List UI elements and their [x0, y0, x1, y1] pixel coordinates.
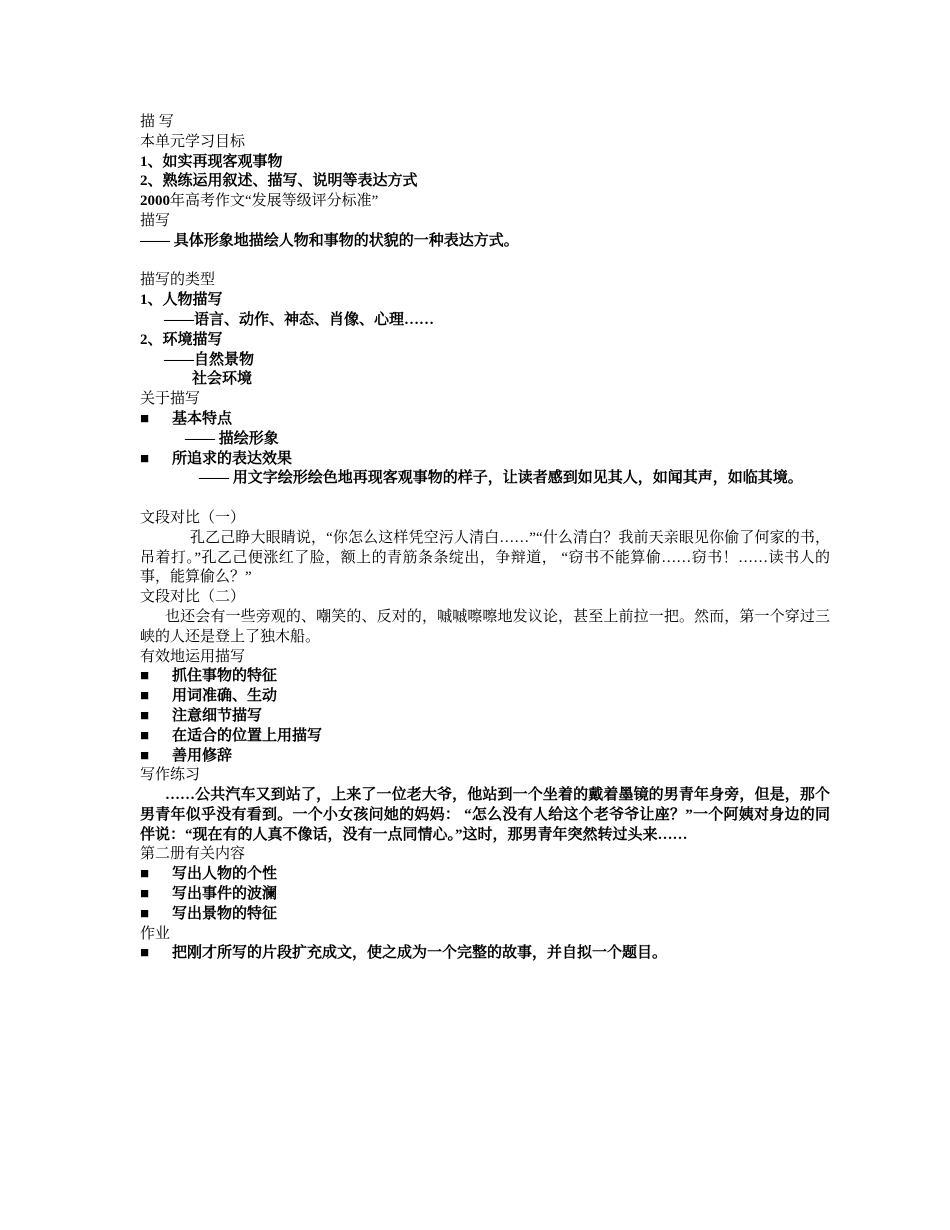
bullet-text: 抓住事物的特征 [172, 668, 278, 685]
bullet-text: 用词准确、生动 [172, 688, 278, 705]
goal-item: 1、如实再现客观事物 [140, 153, 283, 170]
about-bullet-item [140, 410, 830, 430]
bullet-text: 在适合的位置上用描写 [172, 727, 323, 744]
doc-title: 描 写 [140, 114, 174, 130]
standard-line [140, 192, 830, 212]
type-subitem: ——自然景物 [164, 351, 255, 368]
bullet-square-icon: ■ [140, 410, 150, 427]
effective-heading: 有效地运用描写 [140, 648, 246, 665]
practice-paragraph: ……公共汽车又到站了，上来了一位老大爷，他站到一个坐着的戴着墨镜的男青年身旁，但是，那个男青年似乎没有看到。一个小女孩问她的妈妈： “怎么没有人给这个老爷爷让座？”一个阿姨对身边的同伴说：“现在有的人真不像话，没有一点同情心。”这时，那男青年突然转过头来…… [140, 787, 830, 843]
bullet-square-icon: ■ [140, 866, 150, 883]
effective-bullet-item [140, 727, 830, 747]
goal-item: 2、熟练运用叙述、描写、说明等表达方式 [140, 173, 418, 190]
effective-bullet-item [140, 747, 830, 767]
type-subitem: ——语言、动作、神态、肖像、心理…… [164, 311, 435, 328]
bullet-text: 善用修辞 [172, 747, 233, 764]
about-bullet-item [140, 450, 830, 470]
bullet-square-icon: ■ [140, 668, 150, 685]
type-item: 1、人物描写 [140, 292, 223, 309]
bullet-square-icon: ■ [140, 747, 150, 764]
effective-bullet-item [140, 687, 830, 707]
about-subitem: —— 描绘形象 [185, 430, 279, 447]
effective-bullet-item [140, 707, 830, 727]
bullet-square-icon: ■ [140, 945, 150, 962]
bullet-square-icon: ■ [140, 727, 150, 744]
compare2-paragraph: 也还会有一些旁观的、嘲笑的、反对的，嘁嘁嚓嚓地发议论，甚至上前拉一把。然而，第一个穿过三峡的人还是登上了独木船。 [140, 608, 830, 645]
standard-year: 2000 [140, 193, 170, 210]
bullet-square-icon: ■ [140, 886, 150, 903]
blank-line [140, 489, 830, 509]
bullet-square-icon: ■ [140, 905, 150, 922]
bullet-text: 写出人物的个性 [172, 866, 278, 883]
type-item: 2、环境描写 [140, 331, 223, 348]
bullet-text: 所追求的表达效果 [172, 450, 293, 467]
bullet-text: 写出事件的波澜 [172, 886, 278, 903]
about-subitem: —— 用文字绘形绘色地再现客观事物的样子，让读者感到如见其人，如闻其声，如临其境。 [199, 470, 803, 487]
standard-text: 年高考作文“发展等级评分标准” [170, 193, 379, 210]
practice-heading: 写作练习 [140, 767, 201, 784]
compare1-paragraph: 孔乙己睁大眼睛说，“你怎么这样凭空污人清白……”“什么清白？我前天亲眼见你偷了何家的书，吊着打。”孔乙己便涨红了脸，额上的青筋条条绽出，争辩道， “窃书不能算偷……窃书！……读书人的事，能算偷么？” [140, 529, 830, 586]
bullet-square-icon: ■ [140, 450, 150, 467]
goals-heading: 本单元学习目标 [140, 133, 246, 150]
bullet-text: 基本特点 [172, 410, 233, 427]
bullet-square-icon: ■ [140, 688, 150, 705]
bullet-text: 写出景物的特征 [172, 905, 278, 922]
compare1-heading: 文段对比（一） [140, 509, 246, 526]
book2-bullet-item [140, 865, 830, 885]
bullet-square-icon: ■ [140, 707, 150, 724]
homework-bullet-item [140, 944, 830, 964]
book2-heading: 第二册有关内容 [140, 846, 246, 863]
types-heading: 描写的类型 [140, 272, 216, 289]
blank-line [140, 252, 830, 272]
homework-heading: 作业 [140, 925, 171, 942]
definition-heading: 描写 [140, 212, 171, 229]
about-heading: 关于描写 [140, 391, 201, 408]
type-subitem: 社会环境 [192, 371, 253, 388]
effective-bullet-item [140, 667, 830, 687]
bullet-text: 注意细节描写 [172, 707, 263, 724]
compare2-heading: 文段对比（二） [140, 589, 246, 606]
book2-bullet-item [140, 885, 830, 905]
bullet-text: 把刚才所写的片段扩充成文，使之成为一个完整的故事，并自拟一个题目。 [172, 945, 668, 962]
definition-text: —— 具体形象地描绘人物和事物的状貌的一种表达方式。 [140, 232, 519, 249]
book2-bullet-item [140, 905, 830, 925]
document-page [140, 113, 830, 964]
